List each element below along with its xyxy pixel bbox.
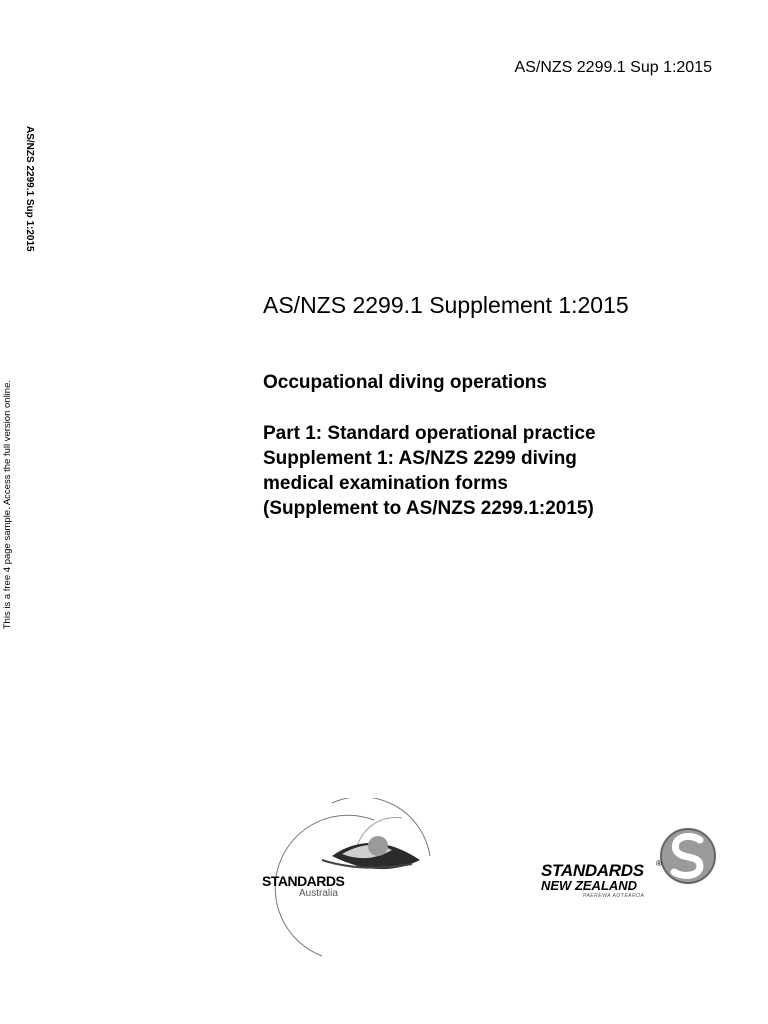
- sample-notice: This is a free 4 page sample. Access the full version online.: [2, 380, 13, 630]
- spine-document-code: AS/NZS 2299.1 Sup 1:2015: [24, 126, 35, 252]
- standards-new-zealand-logo: [538, 826, 728, 906]
- part-line: (Supplement to AS/NZS 2299.1:2015): [263, 498, 594, 519]
- standards-australia-subtitle: Australia: [299, 888, 338, 899]
- registered-mark: ®: [656, 859, 662, 868]
- standards-australia-logo: [262, 798, 462, 958]
- document-title: AS/NZS 2299.1 Supplement 1:2015: [263, 292, 629, 318]
- standards-nz-wordmark: STANDARDS: [541, 861, 644, 880]
- part-line: Supplement 1: AS/NZS 2299 diving: [263, 448, 577, 469]
- header-document-code: AS/NZS 2299.1 Sup 1:2015: [514, 59, 712, 76]
- document-part-heading: [263, 421, 596, 521]
- standards-nz-s-emblem-icon: [658, 826, 718, 886]
- part-line: Part 1: Standard operational practice: [263, 423, 596, 444]
- part-line: medical examination forms: [263, 473, 508, 494]
- standards-australia-wordmark: STANDARDS: [262, 873, 345, 889]
- document-subject: Occupational diving operations: [263, 372, 547, 393]
- standards-nz-country: NEW ZEALAND: [541, 878, 638, 893]
- standards-nz-maori-name: PAEREWA AOTEAROA: [583, 893, 645, 899]
